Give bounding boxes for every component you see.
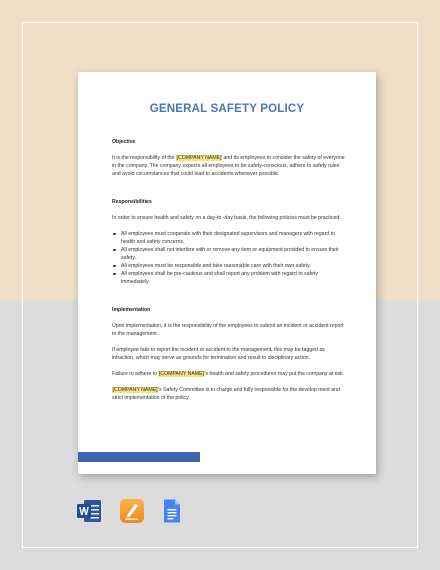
apple-pages-icon[interactable] [119,498,145,524]
footer-bar [78,452,200,462]
implementation-p4-end: 's Safety Committee is in charge and fully responsible for the develop ment and strict implementation of the policy. [112,387,340,401]
objective-text-start: It is the responsibility of the [112,155,177,161]
list-item: All employees must be responsible and take reasonable care with their own safety. [112,262,346,270]
implementation-p3-start: Failure to adhere to [112,371,159,377]
document-page [78,72,376,474]
list-item: All employees shall not interfere with or remove any item or equipment provided to ensure their safety. [112,246,346,262]
implementation-paragraph-1: Upon implementation, it is the responsibility of the employees to submit an incident or accident report to the management. [112,323,344,337]
document-body [112,138,346,410]
microsoft-word-icon[interactable] [76,498,102,524]
implementation-paragraph-2: If employee fails to report the incident or accident to the management, this may be tagged as infraction, which may serve as grounds for termination and result to disciplinary action. [112,347,325,361]
responsibilities-intro: In order to ensure health and safety on a day-to -day basis, the following policies must be practiced: [112,215,341,221]
responsibilities-list [112,230,346,286]
list-item: All employees shall be pre-cautious and shall report any problem with regard to safety immediately. [112,270,346,286]
objective-paragraph [112,154,346,178]
google-docs-icon[interactable] [159,498,185,524]
implementation-paragraph-3 [112,370,346,378]
list-item: All employees must cooperate with their designated supervisors and managers with regard to health and safety concerns. [112,230,346,246]
implementation-heading: Implementation [112,307,151,313]
objective-text-end: and its employees to consider the safety of everyone in the company. The company expects all employees to be safety-conscious, adhere to safety rules and avoid circumstances that could lead to accidents whenever possible. [112,155,345,177]
implementation-p3-end: 's health and safety procedures may put the company at risk. [204,371,345,377]
implementation-paragraph-4 [112,386,346,402]
company-name-placeholder: [COMPANY NAME] [112,387,158,393]
document-title: GENERAL SAFETY POLICY [149,103,305,115]
responsibilities-heading: Responsibilities [112,199,152,205]
objective-heading: Objective [112,139,136,145]
company-name-placeholder: [COMPANY NAME] [158,371,204,377]
company-name-placeholder: [COMPANY NAME] [176,155,222,161]
